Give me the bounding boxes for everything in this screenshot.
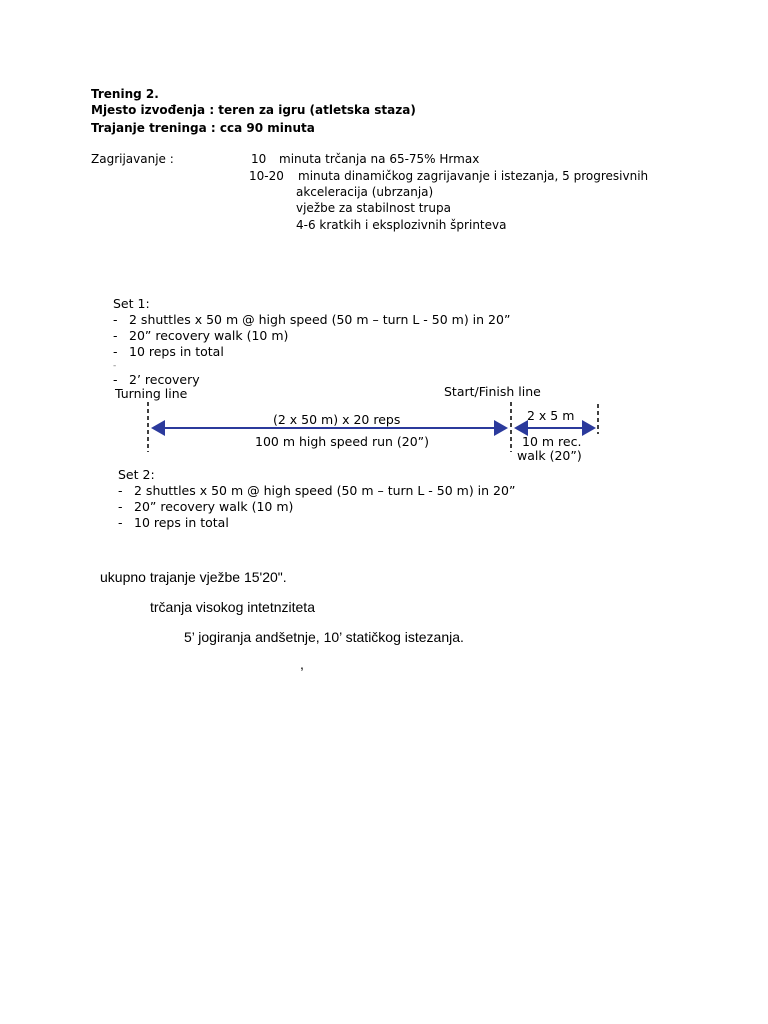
training-location: Mjesto izvođenja : teren za igru (atletska staza)	[91, 103, 416, 117]
reps-label: (2 x 50 m) x 20 reps	[273, 412, 401, 427]
cooldown-note: 5’ jogiranja andšetnje, 10’ statičkog istezanja.	[184, 629, 464, 645]
run-label: 100 m high speed run (20”)	[255, 434, 430, 449]
set1-item-blank: -	[113, 361, 117, 371]
warmup-line2-num: 10-20	[249, 169, 284, 183]
recovery-label-line1: 10 m rec.	[522, 434, 582, 449]
start-finish-line-label: Start/Finish line	[444, 384, 541, 399]
warmup-line1-num: 10	[251, 152, 267, 166]
warmup-label: Zagrijavanje :	[91, 152, 174, 166]
set1-item: - 2’ recovery	[113, 372, 200, 387]
set1-title: Set 1:	[113, 296, 150, 311]
stray-mark: ,	[300, 656, 304, 672]
warmup-line3: akceleracija (ubrzanja)	[296, 185, 434, 199]
set2-block	[118, 467, 515, 531]
warmup-line5: 4-6 kratkih i eksplozivnih šprinteva	[296, 218, 507, 232]
turning-line-label: Turning line	[115, 386, 188, 401]
short-distance-label: 2 x 5 m	[527, 408, 575, 423]
set1-item: - 20” recovery walk (10 m)	[113, 328, 289, 343]
warmup-line4: vježbe za stabilnost trupa	[296, 201, 451, 215]
training-title: Trening 2.	[91, 87, 159, 101]
set2-item: - 10 reps in total	[118, 515, 229, 530]
set1-item: - 10 reps in total	[113, 344, 224, 359]
set2-title: Set 2:	[118, 467, 155, 482]
intensity-note: trčanja visokog intetnziteta	[150, 599, 315, 615]
set2-item: - 20” recovery walk (10 m)	[118, 499, 294, 514]
set2-item: - 2 shuttles x 50 m @ high speed (50 m – turn L - 50 m) in 20”	[118, 483, 516, 498]
warmup-line2-text: minuta dinamičkog zagrijavanje i istezanja, 5 progresivnih	[298, 169, 649, 183]
total-duration: ukupno trajanje vježbe 15'20".	[100, 569, 287, 585]
set1-item: - 2 shuttles x 50 m @ high speed (50 m – turn L - 50 m) in 20”	[113, 312, 511, 327]
recovery-label-line2: walk (20”)	[517, 448, 582, 463]
training-duration: Trajanje treninga : cca 90 minuta	[91, 121, 315, 135]
warmup-line1-text: minuta trčanja na 65-75% Hrmax	[279, 152, 480, 166]
